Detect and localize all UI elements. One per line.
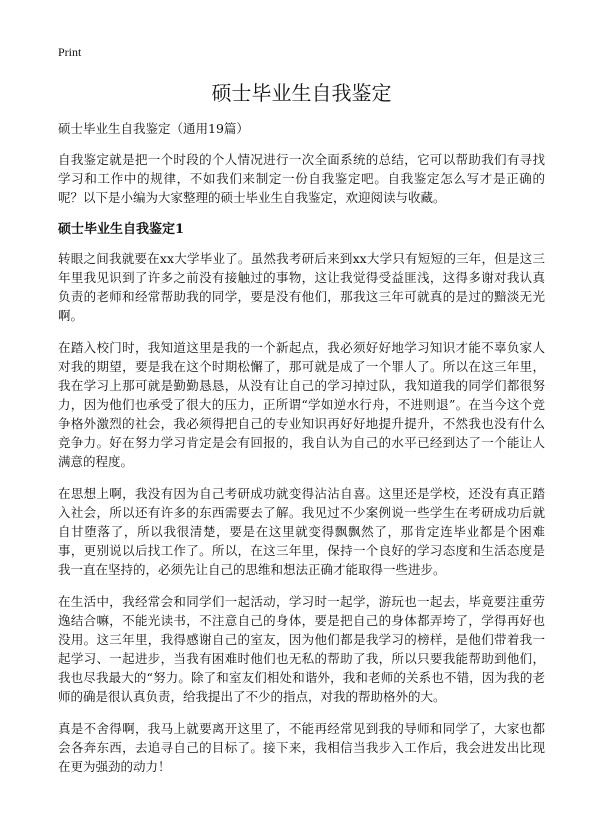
section-heading: 硕士毕业生自我鉴定1 bbox=[58, 222, 185, 237]
document-subtitle: 硕士毕业生自我鉴定（通用19篇） bbox=[58, 121, 249, 136]
print-label: Print bbox=[58, 45, 82, 59]
body-paragraph-5: 真是不舍得啊，我马上就要离开这里了，不能再经常见到我的导师和同学了，大家也都会各奔东西，去追寻自己的目标了。接下来，我相信当我步入工作后，我会进发出比现在更为强劲的动力！ bbox=[58, 721, 545, 774]
body-paragraph-4: 在生活中，我经常会和同学们一起活动，学习时一起学，游玩也一起去，毕竟要注重劳逸结合嘛，不能光读书，不注意自己的身体，要是把自己的身体都弄垮了，学得再好也没用。这三年里，我得感谢自己的室友，因为他们都是我学习的榜样，是他们带着我一起学习、一起进步，当我有困难时他们也无私的帮助了我，所以只要我能帮助到他们，我也尽我最大的“努力。除了和室友们相处和谐外，我和老师的关系也不错，因为我的老师的确是很认真负责，给我提出了不少的指点，对我的帮助格外的大。 bbox=[58, 594, 545, 704]
intro-paragraph: 自我鉴定就是把一个时段的个人情况进行一次全面系统的总结，它可以帮助我们有寻找学习和工作中的规律，不如我们来制定一份自我鉴定吧。自我鉴定怎么写才是正确的呢？以下是小编为大家整理的硕士毕业生自我鉴定，欢迎阅读与收藏。 bbox=[58, 152, 545, 205]
body-paragraph-1: 转眼之间我就要在xx大学毕业了。虽然我考研后来到xx大学只有短短的三年，但是这三年里我见识到了许多之前没有接触过的事物，这让我觉得受益匪浅，这得多谢对我认真负责的老师和经常帮助我的同学，要是没有他们，那我这三年可就真的是过的黯淡无光啊。 bbox=[58, 251, 545, 323]
page-title: 硕士毕业生自我鉴定 bbox=[211, 81, 392, 105]
body-paragraph-2: 在踏入校门时，我知道这里是我的一个新起点，我必须好好地学习知识才能不辜负家人对我的期望，要是我在这个时期松懈了，那可就是成了一个罪人了。所以在这三年里，我在学习上那可就是勤勤恳恳，从没有让自己的学习掉过队，我知道我的同学们都很努力，因为他们也承受了很大的压力，正所谓“学如逆水行舟，不进则退”。在当今这个竞争格外激烈的社会，我必须得把自己的专业知识再好好地提升提升，不然我也没有什么竞争力。好在努力学习肯定是会有回报的，我自认为自己的水平已经到达了一个能让人满意的程度。 bbox=[58, 340, 545, 469]
body-paragraph-3: 在思想上啊，我没有因为自己考研成功就变得沾沾自喜。这里还是学校，还没有真正踏入社会，所以还有许多的东西需要去了解。我见过不少案例说一些学生在考研成功后就自甘堕落了，所以我很清楚，要是在这里就变得飘飘然了，那肯定连毕业都是个困难事，更别说以后找工作了。所以，在这三年里，保持一个良好的学习态度和生活态度是我一直在坚持的，必须先让自己的思维和想法正确才能取得一些进步。 bbox=[58, 486, 545, 577]
